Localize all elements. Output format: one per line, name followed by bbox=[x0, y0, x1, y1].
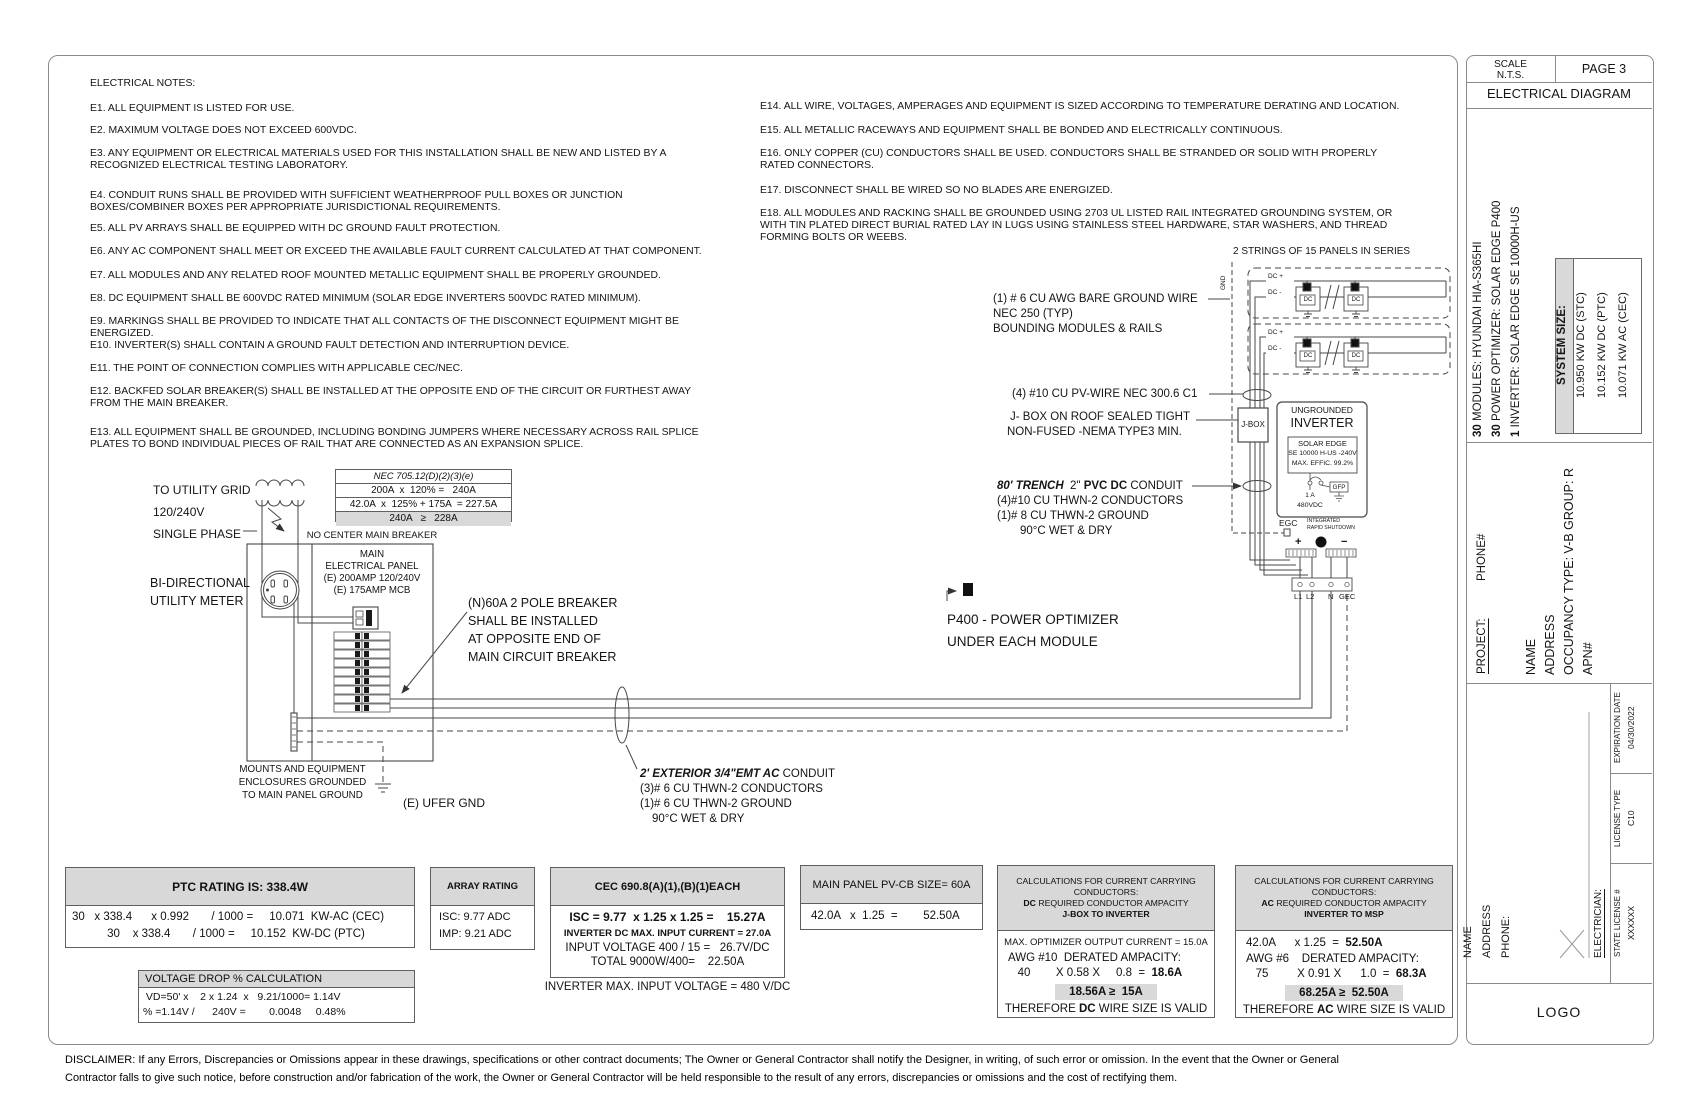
string1-dc-plus-label: DC + bbox=[1268, 273, 1283, 280]
note-e3: E3. ANY EQUIPMENT OR ELECTRICAL MATERIALS USED FOR THIS INSTALLATION SHALL BE NEW AND LISTED BY A RECOGNIZED ELECTRICAL TESTING LABORATORY. bbox=[90, 148, 666, 171]
rapid-shutdown-label: INTEGRATED bbox=[1307, 518, 1341, 524]
breaker-callout2: SHALL BE INSTALLED bbox=[468, 614, 598, 628]
table-row: THEREFORE AC WIRE SIZE IS VALID bbox=[1242, 1004, 1446, 1016]
apn-label: APN# bbox=[1581, 642, 1595, 675]
note-e14: E14. ALL WIRE, VOLTAGES, AMPERAGES AND EQUIPMENT IS SIZED ACCORDING TO TEMPERATURE DERATING AND LOCATION. bbox=[760, 101, 1400, 112]
ac-conduit-callout2: (3)# 6 CU THWN-2 CONDUCTORS bbox=[640, 783, 823, 795]
inverter-vdc-label: 480VDC bbox=[1297, 502, 1323, 509]
inverter-model: SE 10000 H-US -240V bbox=[1288, 450, 1357, 457]
dc-ampacity-header bbox=[998, 866, 1214, 931]
inverter-fuse-label: 1 A bbox=[1305, 492, 1315, 499]
nec-705-row: 200A x 120% = 240A bbox=[336, 484, 511, 498]
nec-705-header: NEC 705.12(D)(2)(3)(e) bbox=[336, 470, 511, 484]
ptc-header: PTC RATING IS: 338.4W bbox=[66, 868, 414, 906]
table-row: THEREFORE DC WIRE SIZE IS VALID bbox=[1004, 1003, 1208, 1015]
table-row: AWG #10 DERATED AMPACITY: bbox=[1008, 952, 1181, 964]
jbox-label: J-BOX bbox=[1241, 420, 1265, 429]
header-line: J-BOX TO INVERTER bbox=[1062, 909, 1150, 919]
string2-dc-plus-label: DC + bbox=[1268, 329, 1283, 336]
table-row: 42.0A x 1.25 = 52.50A bbox=[1246, 937, 1383, 949]
system-size-label: SYSTEM SIZE: bbox=[1556, 305, 1568, 385]
system-size-ptc: 10.152 KW DC (PTC) bbox=[1596, 292, 1608, 398]
array-rating-table bbox=[430, 867, 535, 950]
note-e7: E7. ALL MODULES AND ANY RELATED ROOF MOUNTED METALLIC EQUIPMENT SHALL BE PROPERLY GROUNDED. bbox=[90, 270, 661, 281]
strings-title: 2 STRINGS OF 15 PANELS IN SERIES bbox=[1233, 246, 1411, 257]
jbox-callout2: NON-FUSED -NEMA TYPE3 MIN. bbox=[1007, 426, 1182, 438]
note-e4: E4. CONDUIT RUNS SHALL BE PROVIDED WITH SUFFICIENT WEATHERPROOF PULL BOXES OR JUNCTION BOXES/COMBINER BOXES PER APPROPRIATE JURISDICTIONAL REQUIREMENTS. bbox=[90, 190, 623, 213]
voltage-drop-table bbox=[138, 970, 415, 1023]
system-size-cec: 10.071 KW AC (CEC) bbox=[1617, 292, 1629, 398]
divider bbox=[1610, 863, 1652, 864]
state-license-value: XXXXXX bbox=[1626, 905, 1636, 941]
string2-dc-minus-label: DC - bbox=[1268, 345, 1282, 352]
vd-header: VOLTAGE DROP % CALCULATION bbox=[139, 971, 414, 988]
inverter-ungrounded-label: UNGROUNDED bbox=[1291, 405, 1353, 415]
divider bbox=[1466, 82, 1652, 83]
panel-label3: (E) 200AMP 120/240V bbox=[323, 573, 421, 584]
bare-ground-callout: (1) # 6 CU AWG BARE GROUND WIRE bbox=[993, 293, 1198, 305]
note-e17: E17. DISCONNECT SHALL BE WIRED SO NO BLADES ARE ENERGIZED. bbox=[760, 185, 1113, 196]
module-dc-label: DC bbox=[1303, 297, 1313, 303]
utility-voltage-label: 120/240V bbox=[153, 505, 205, 519]
sheet-title: ELECTRICAL DIAGRAM bbox=[1487, 86, 1631, 101]
meter-label2: UTILITY METER bbox=[150, 594, 244, 608]
trench-callout4: 90°C WET & DRY bbox=[1020, 525, 1113, 537]
inverter-brand: SOLAR EDGE bbox=[1298, 439, 1347, 448]
ac-ampacity-table bbox=[1235, 865, 1453, 1018]
header-line: CONDUCTORS: bbox=[1073, 887, 1139, 897]
nec-705-result: 240A ≥ 228A bbox=[336, 512, 511, 526]
ufer-ground-label: (E) UFER GND bbox=[403, 796, 485, 810]
license-type-value: C10 bbox=[1626, 810, 1636, 826]
trench-callout3: (1)# 8 CU THWN-2 GROUND bbox=[997, 510, 1149, 522]
scale-label: SCALE bbox=[1494, 59, 1527, 70]
disclaimer-text: DISCLAIMER: If any Errors, Discrepancies or Omissions appear in these drawings, specifications or other contract documents; The Owner or General Contractor shall notify the Designer, in writing, of such error or omission. In the event that the Owner or General Contractor falls to give such notice, before construction and/or fabrication of the work, the Owner or General Contractor will be held responsible to the result of any errors, discrepancies or omissions and the cost of rectifying them. bbox=[65, 1054, 1339, 1084]
ac-ampacity-header bbox=[1236, 866, 1452, 931]
table-row: MAX. OPTIMIZER OUTPUT CURRENT = 15.0A bbox=[1004, 937, 1208, 948]
term-l2-label: L2 bbox=[1306, 592, 1315, 601]
module-dc-label: DC bbox=[1351, 353, 1361, 359]
term-l1-label: L1 bbox=[1294, 592, 1303, 601]
note-e11: E11. THE POINT OF CONNECTION COMPLIES WITH APPLICABLE CEC/NEC. bbox=[90, 363, 463, 374]
ac-conduit-callout3: (1)# 6 CU THWN-2 GROUND bbox=[640, 798, 792, 810]
p400-callout2: UNDER EACH MODULE bbox=[947, 634, 1098, 649]
table-row: 18.56A ≥ 15A bbox=[998, 982, 1214, 1000]
divider bbox=[1466, 683, 1652, 684]
header-line: DC REQUIRED CONDUCTOR AMPACITY bbox=[1023, 898, 1189, 908]
single-phase-label: SINGLE PHASE bbox=[153, 527, 242, 541]
inverter-max-voltage-note: INVERTER MAX. INPUT VOLTAGE = 480 V/DC bbox=[544, 981, 791, 993]
module-dc-label: DC bbox=[1303, 353, 1313, 359]
page-number: PAGE 3 bbox=[1581, 62, 1627, 76]
dc-ampacity-table bbox=[997, 865, 1215, 1018]
divider bbox=[1610, 773, 1652, 774]
project-phone-label: PHONE# bbox=[1476, 533, 1488, 581]
cec-header: CEC 690.8(A)(1),(B)(1)EACH bbox=[551, 868, 784, 906]
equipment-optimizer: 30 POWER OPTIMIZER: SOLAR EDGE P400 bbox=[1491, 200, 1503, 437]
no-center-main-breaker-label: NO CENTER MAIN BREAKER bbox=[306, 530, 438, 541]
table-row: IMP: 9.21 ADC bbox=[439, 928, 512, 940]
notes-title: ELECTRICAL NOTES: bbox=[90, 78, 196, 89]
occupancy-type: OCCUPANCY TYPE: V-B GROUP: R bbox=[1562, 468, 1576, 675]
dc-plus-terminal-label: + bbox=[1295, 536, 1302, 548]
meter-label: BI-DIRECTIONAL bbox=[150, 576, 251, 590]
table-row: INPUT VOLTAGE 400 / 15 = 26.7V/DC bbox=[565, 942, 770, 954]
bare-ground-callout2: NEC 250 (TYP) bbox=[993, 308, 1073, 320]
nec-705-table bbox=[335, 469, 512, 522]
panel-label2: ELECTRICAL PANEL bbox=[325, 561, 419, 572]
contractor-name: NAME bbox=[1462, 926, 1474, 958]
pv-wire-callout: (4) #10 CU PV-WIRE NEC 300.6 C1 bbox=[1012, 388, 1198, 400]
table-row: VD=50' x 2 x 1.24 x 9.21/1000= 1.14V bbox=[143, 991, 341, 1003]
array-header: ARRAY RATING bbox=[431, 868, 534, 906]
state-license-label: STATE LICENSE # bbox=[1613, 889, 1622, 957]
contractor-phone: PHONE: bbox=[1500, 915, 1512, 958]
panel-label4: (E) 175AMP MCB bbox=[333, 585, 411, 596]
note-e6: E6. ANY AC COMPONENT SHALL MEET OR EXCEED THE AVAILABLE FAULT CURRENT CALCULATED AT THAT COMPONENT. bbox=[90, 246, 702, 257]
panel-label: MAIN bbox=[359, 549, 385, 560]
nec-705-row: 42.0A x 125% + 175A = 227.5A bbox=[336, 498, 511, 512]
ac-conduit-callout: 2' EXTERIOR 3/4"EMT AC CONDUIT bbox=[640, 768, 835, 780]
scale-value: N.T.S. bbox=[1496, 70, 1525, 81]
header-line: CONDUCTORS: bbox=[1311, 887, 1377, 897]
project-label: PROJECT: bbox=[1476, 618, 1488, 674]
bare-ground-callout3: BOUNDING MODULES & RAILS bbox=[993, 323, 1163, 335]
p400-callout: P400 - POWER OPTIMIZER bbox=[947, 612, 1119, 627]
equipment-modules: 30 MODULES: HYUNDAI HIA-S365HI bbox=[1472, 241, 1484, 437]
term-gec-label: GEC bbox=[1339, 592, 1356, 601]
jbox-callout: J- BOX ON ROOF SEALED TIGHT bbox=[1010, 411, 1190, 423]
header-line: INVERTER TO MSP bbox=[1304, 909, 1384, 919]
module-dc-label: DC bbox=[1351, 297, 1361, 303]
rapid-shutdown-label2: RAPID SHUTDOWN bbox=[1307, 524, 1355, 531]
logo-placeholder: LOGO bbox=[1536, 1004, 1582, 1020]
breaker-callout: (N)60A 2 POLE BREAKER bbox=[468, 596, 618, 610]
table-row: 68.25A ≥ 52.50A bbox=[1236, 983, 1452, 1001]
breaker-callout3: AT OPPOSITE END OF bbox=[468, 632, 601, 646]
table-row: AWG #6 DERATED AMPACITY: bbox=[1246, 953, 1419, 965]
main-panel-pvcb-table bbox=[800, 865, 983, 930]
trench-callout: 80' TRENCH 2" PVC DC CONDUIT bbox=[997, 480, 1183, 492]
expiration-date-value: 04/30/2022 bbox=[1626, 706, 1636, 750]
note-e9: E9. MARKINGS SHALL BE PROVIDED TO INDICATE THAT ALL CONTACTS OF THE DISCONNECT EQUIPMENT MIGHT BE ENERGIZED. bbox=[90, 316, 679, 339]
project-address: ADDRESS bbox=[1543, 614, 1557, 675]
trench-callout2: (4)#10 CU THWN-2 CONDUCTORS bbox=[997, 495, 1184, 507]
contractor-address: ADDRESS bbox=[1481, 904, 1493, 958]
mounts-grounding-note3: TO MAIN PANEL GROUND bbox=[242, 790, 363, 801]
note-e8: E8. DC EQUIPMENT SHALL BE 600VDC RATED MINIMUM (SOLAR EDGE INVERTERS 500VDC RATED MINIMUM). bbox=[90, 293, 641, 304]
to-utility-grid-label: TO UTILITY GRID bbox=[153, 483, 251, 497]
divider bbox=[1466, 442, 1652, 443]
table-row: 42.0A x 1.25 = 52.50A bbox=[811, 910, 960, 922]
table-row: TOTAL 9000W/400= 22.50A bbox=[590, 956, 745, 968]
egc-label: EGC bbox=[1279, 518, 1298, 528]
expiration-date-label: EXPIRATION DATE bbox=[1613, 692, 1622, 764]
project-name: NAME bbox=[1524, 638, 1538, 675]
ptc-rating-table bbox=[65, 867, 415, 948]
dc-minus-terminal-label: − bbox=[1341, 536, 1348, 548]
inverter-title: INVERTER bbox=[1290, 416, 1354, 430]
note-e1: E1. ALL EQUIPMENT IS LISTED FOR USE. bbox=[90, 103, 295, 114]
note-e5: E5. ALL PV ARRAYS SHALL BE EQUIPPED WITH DC GROUND FAULT PROTECTION. bbox=[90, 223, 501, 234]
table-row: ISC = 9.77 x 1.25 x 1.25 = 15.27A bbox=[569, 910, 766, 924]
header-line: AC REQUIRED CONDUCTOR AMPACITY bbox=[1261, 898, 1427, 908]
note-e15: E15. ALL METALLIC RACEWAYS AND EQUIPMENT SHALL BE BONDED AND ELECTRICALLY CONTINUOUS. bbox=[760, 125, 1283, 136]
electrician-label: ELECTRICIAN: bbox=[1593, 889, 1604, 958]
term-n-label: N bbox=[1328, 592, 1334, 601]
cec-690-table bbox=[550, 867, 785, 978]
mounts-grounding-note: MOUNTS AND EQUIPMENT bbox=[239, 764, 366, 775]
note-e2: E2. MAXIMUM VOLTAGE DOES NOT EXCEED 600VDC. bbox=[90, 125, 357, 136]
header-line: CALCULATIONS FOR CURRENT CARRYING bbox=[1016, 876, 1196, 886]
gfp-label: GFP bbox=[1332, 484, 1346, 491]
note-e12: E12. BACKFED SOLAR BREAKER(S) SHALL BE INSTALLED AT THE OPPOSITE END OF THE CIRCUIT OR FURTHEST AWAY FROM THE MAIN BREAKER. bbox=[90, 386, 691, 409]
table-row: INVERTER DC MAX. INPUT CURRENT = 27.0A bbox=[563, 928, 772, 939]
divider bbox=[1610, 683, 1611, 983]
table-row: 30 x 338.4 x 0.992 / 1000 = 10.071 KW-AC (CEC) bbox=[72, 911, 385, 923]
breaker-callout4: MAIN CIRCUIT BREAKER bbox=[468, 650, 617, 664]
note-e18: E18. ALL MODULES AND RACKING SHALL BE GROUNDED USING 2703 UL LISTED RAIL INTEGRATED GROUNDING SYSTEM, OR WITH TIN PLATED DIRECT BURIAL RATED LAY IN LUGS USING STAINLESS STEEL HARDWARE, STAR WASHERS, AND THREAD FORMING BOLTS OR WEEBS. bbox=[760, 208, 1393, 243]
inverter-efficiency: MAX. EFFIC. 99.2% bbox=[1291, 460, 1354, 467]
note-e13: E13. ALL EQUIPMENT SHALL BE GROUNDED, INCLUDING BONDING JUMPERS WHERE NECESSARY ACROSS RAIL SPLICE PLATES TO BOND INDIVIDUAL PIECES OF RAIL THAT ARE CONNECTED AS AN EXPANSION SPLICE. bbox=[90, 427, 699, 450]
table-row: 75 X 0.91 X 1.0 = 68.3A bbox=[1246, 968, 1427, 980]
table-row: ISC: 9.77 ADC bbox=[439, 911, 511, 923]
license-type-label: LICENSE TYPE bbox=[1613, 789, 1622, 847]
pvcb-header: MAIN PANEL PV-CB SIZE= 60A bbox=[801, 866, 982, 904]
table-row: % =1.14V / 240V = 0.0048 0.48% bbox=[143, 1006, 346, 1018]
note-e16: E16. ONLY COPPER (CU) CONDUCTORS SHALL BE USED. CONDUCTORS SHALL BE STRANDED OR SOLID WITH PROPERLY RATED CONNECTORS. bbox=[760, 148, 1378, 171]
table-row: 30 x 338.4 / 1000 = 10.152 KW-DC (PTC) bbox=[72, 928, 365, 940]
ac-conduit-callout4: 90°C WET & DRY bbox=[652, 813, 745, 825]
equipment-inverter: 1 INVERTER: SOLAR EDGE SE 10000H-US bbox=[1510, 206, 1522, 437]
gnd-label: GND bbox=[1220, 275, 1227, 290]
header-line: CALCULATIONS FOR CURRENT CARRYING bbox=[1254, 876, 1434, 886]
note-e10: E10. INVERTER(S) SHALL CONTAIN A GROUND FAULT DETECTION AND INTERRUPTION DEVICE. bbox=[90, 340, 570, 351]
mounts-grounding-note2: ENCLOSURES GROUNDED bbox=[238, 777, 367, 788]
table-row: 40 X 0.58 X 0.8 = 18.6A bbox=[1008, 967, 1183, 979]
system-size-stc: 10.950 KW DC (STC) bbox=[1575, 292, 1587, 398]
string1-dc-minus-label: DC - bbox=[1268, 289, 1282, 296]
